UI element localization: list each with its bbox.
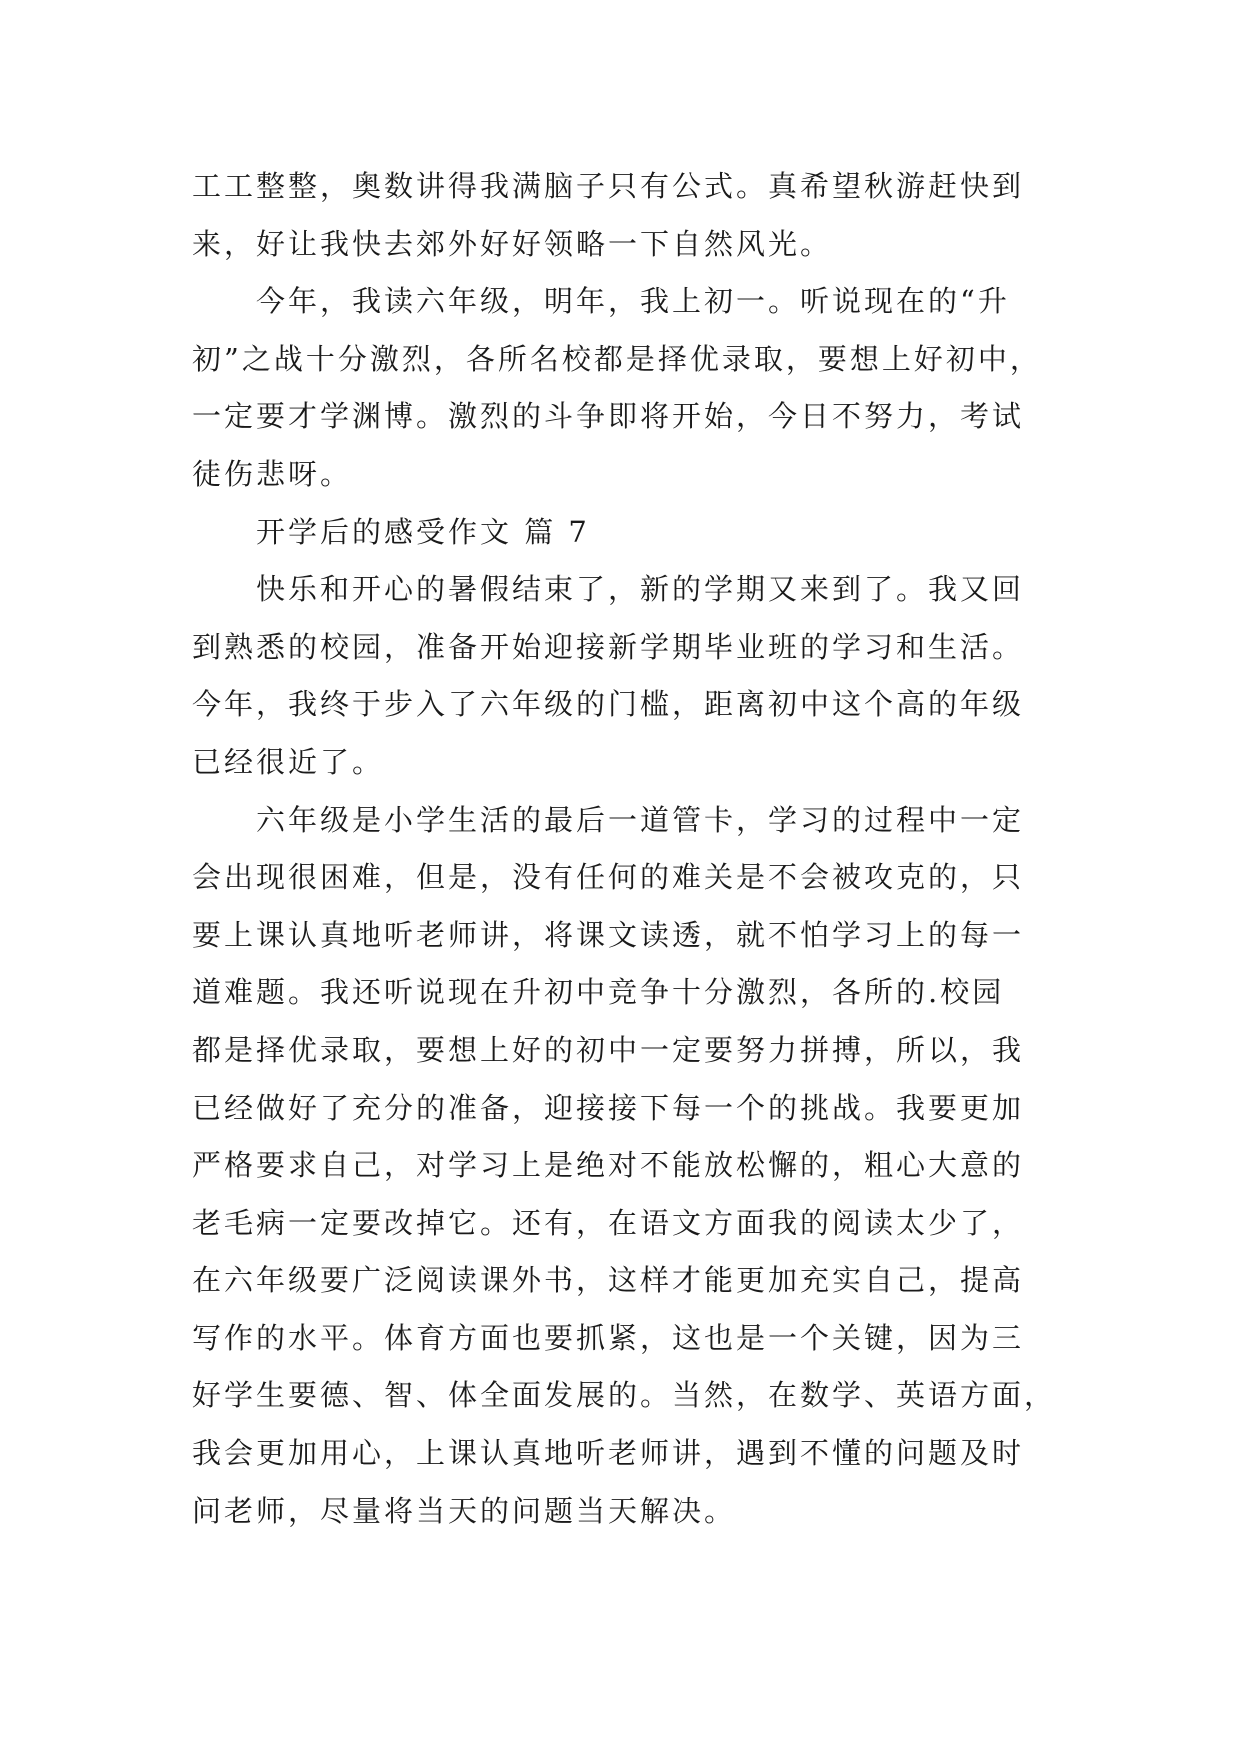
text-line: 徒伤悲呀。 [192,456,353,491]
text-line: 问老师，尽量将当天的问题当天解决。 [192,1493,737,1528]
text-line: 六年级是小学生活的最后一道管卡，学习的过程中一定 [256,802,1025,837]
text-line: 都是择优录取，要想上好的初中一定要努力拼搏，所以，我 [192,1032,1025,1067]
text-line: 要上课认真地听老师讲，将课文读透，就不怕学习上的每一 [192,917,1025,952]
text-line: 道难题。我还听说现在升初中竞争十分激烈，各所的.校园 [192,975,1005,1010]
text-line: 在六年级要广泛阅读课外书，这样才能更加充实自己，提高 [192,1263,1025,1298]
text-line: 好学生要德、智、体全面发展的。当然，在数学、英语方面， [192,1378,1057,1413]
text-line: 到熟悉的校园，准备开始迎接新学期毕业班的学习和生活。 [192,629,1025,664]
document-body [192,158,1072,1540]
text-line: 严格要求自己，对学习上是绝对不能放松懈的，粗心大意的 [192,1148,1025,1183]
text-line: 一定要才学渊博。激烈的斗争即将开始，今日不努力，考试 [192,399,1025,434]
text-line: 会出现很困难，但是，没有任何的难关是不会被攻克的，只 [192,860,1025,895]
text-line: 老毛病一定要改掉它。还有，在语文方面我的阅读太少了， [192,1205,1025,1240]
text-line: 快乐和开心的暑假结束了，新的学期又来到了。我又回 [256,572,1025,607]
text-line: 我会更加用心，上课认真地听老师讲，遇到不懂的问题及时 [192,1436,1025,1471]
text-line: 已经很近了。 [192,744,385,779]
text-line: 工工整整，奥数讲得我满脑子只有公式。真希望秋游赶快到 [192,169,1025,203]
text-line: 初”之战十分激烈，各所名校都是择优录取，要想上好初中， [192,341,1042,376]
text-line: 今年，我读六年级，明年，我上初一。听说现在的“升 [256,284,1010,319]
text-line: 已经做好了充分的准备，迎接接下每一个的挑战。我要更加 [192,1090,1025,1125]
text-line: 来，好让我快去郊外好好领略一下自然风光。 [192,226,833,261]
text-line: 写作的水平。体育方面也要抓紧，这也是一个关键，因为三 [192,1320,1025,1355]
text-line: 今年，我终于步入了六年级的门槛，距离初中这个高的年级 [192,687,1025,722]
section-heading: 开学后的感受作文 篇 7 [256,514,590,549]
